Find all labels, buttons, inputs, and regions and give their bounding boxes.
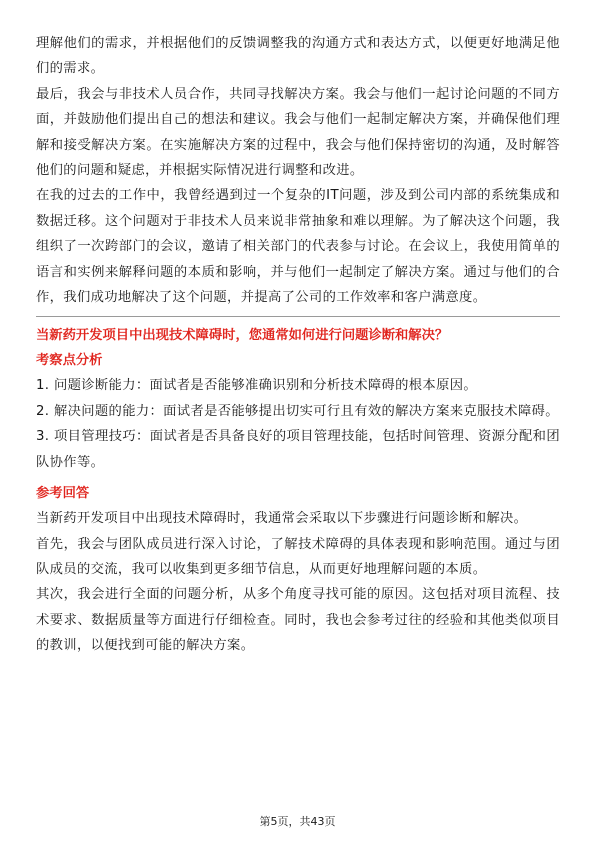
body-paragraph: 在我的过去的工作中，我曾经遇到过一个复杂的IT问题，涉及到公司内部的系统集成和数据迁移。这个问题对于非技术人员来说非常抽象和难以理解。为了解决这个问题，我组织了一次跨部门的会议，邀请了相关部门的代表参与讨论。在会议上，我使用简单的语言和实例来解释问题的本质和影响，并与他们一起制定了解决方案。通过与他们的合作，我们成功地解决了这个问题，并提高了公司的工作效率和客户满意度。 (36, 188, 560, 306)
section-divider (36, 316, 560, 317)
analysis-heading: 考察点分析 (36, 353, 103, 369)
analysis-item: 3. 项目管理技巧：面试者是否具备良好的项目管理技能，包括时间管理、资源分配和团队协作等。 (36, 429, 560, 470)
answer-heading: 参考回答 (36, 486, 90, 502)
answer-paragraph: 其次，我会进行全面的问题分析，从多个角度寻找可能的原因。这包括对项目流程、技术要求、数据质量等方面进行仔细检查。同时，我也会参考过往的经验和其他类似项目的教训，以便找到可能的解决方案。 (36, 587, 560, 654)
answer-paragraph: 当新药开发项目中出现技术障碍时，我通常会采取以下步骤进行问题诊断和解决。 (36, 511, 528, 527)
page-content (36, 31, 560, 659)
answer-paragraph: 首先，我会与团队成员进行深入讨论，了解技术障碍的具体表现和影响范围。通过与团队成员的交流，我可以收集到更多细节信息，从而更好地理解问题的本质。 (36, 536, 560, 577)
body-paragraph: 最后，我会与非技术人员合作，共同寻找解决方案。我会与他们一起讨论问题的不同方面，并鼓励他们提出自己的想法和建议。我会与他们一起制定解决方案，并确保他们理解和接受解决方案。在实施解决方案的过程中，我会与他们保持密切的沟通，及时解答他们的问题和疑虑，并根据实际情况进行调整和改进。 (36, 86, 560, 179)
question-heading: 当新药开发项目中出现技术障碍时，您通常如何进行问题诊断和解决？ (36, 328, 449, 344)
page-number: 第5页，共43页 (259, 815, 336, 828)
analysis-item: 1. 问题诊断能力：面试者是否能够准确识别和分析技术障碍的根本原因。 (36, 378, 478, 394)
body-paragraph: 理解他们的需求，并根据他们的反馈调整我的沟通方式和表达方式，以便更好地满足他们的需求。 (36, 36, 560, 77)
analysis-item: 2. 解决问题的能力：面试者是否能够提出切实可行且有效的解决方案来克服技术障碍。 (36, 403, 559, 419)
